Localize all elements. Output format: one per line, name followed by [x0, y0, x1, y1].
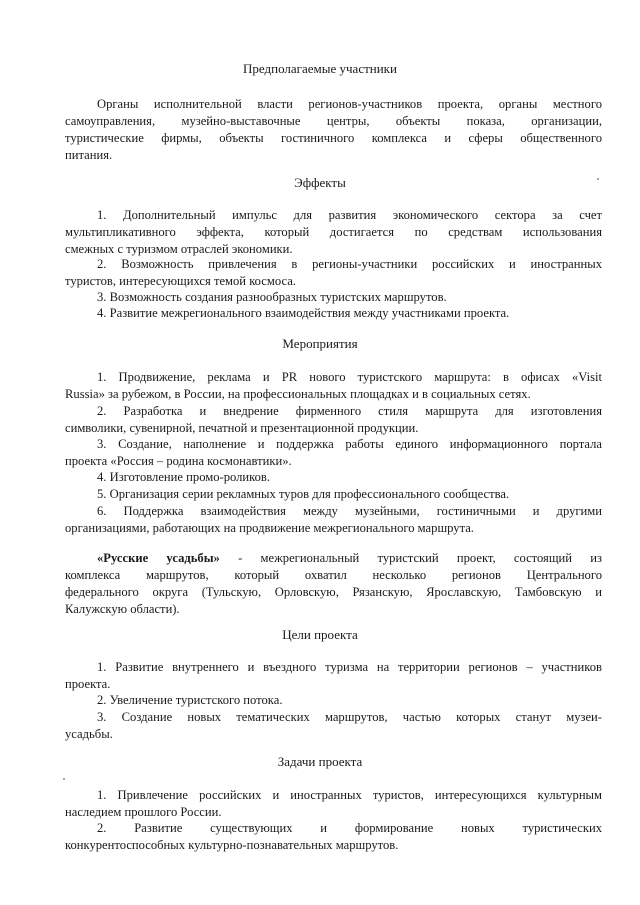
events-item-2: [65, 403, 602, 437]
participants-line: питания.: [65, 148, 113, 162]
list-item-text: мультипликативного эффекта, который достигается по средствам использования: [65, 225, 602, 239]
participants-paragraph: [65, 96, 602, 164]
list-item-text: 2. Увеличение туристского потока.: [97, 693, 283, 707]
list-item-text: 3. Создание новых тематических маршрутов, частью которых станут музеи-: [97, 710, 602, 724]
goals-heading: Цели проекта: [282, 627, 358, 642]
list-item-text: туристов, интересующихся темой космоса.: [65, 274, 296, 288]
list-item-text: 5. Организация серии рекламных туров для профессионального сообщества.: [97, 487, 510, 501]
list-item-text: 4. Изготовление промо-роликов.: [97, 470, 271, 484]
list-item-text: 1. Продвижение, реклама и PR нового туристского маршрута: в офисах «Visit: [97, 370, 602, 384]
tasks-item-1: [65, 787, 602, 821]
goals-item-1: [65, 659, 602, 693]
scan-speck: [63, 778, 65, 780]
list-item-text: 6. Поддержка взаимодействия между музейными, гостиничными и другими: [97, 504, 602, 518]
estates-first-rest: - межрегиональный туристский проект, состоящий из: [219, 551, 602, 565]
list-item-text: конкурентоспособных культурно-познавательных маршрутов.: [65, 838, 399, 852]
estates-project-name: «Русские усадьбы»: [97, 551, 220, 565]
list-item-text: смежных с туризмом отраслей экономики.: [65, 242, 293, 256]
tasks-item-2: [65, 820, 602, 854]
list-item-text: 3. Возможность создания разнообразных туристских маршрутов.: [97, 290, 447, 304]
list-item-text: организациями, работающих на продвижение межрегионального маршрута.: [65, 521, 474, 535]
estates-line: комплекса маршрутов, который охватил несколько регионов Центрального: [65, 568, 602, 582]
estates-paragraph: [65, 550, 602, 618]
list-item-text: проекта «Россия – родина космонавтики».: [65, 454, 292, 468]
list-item-text: 1. Дополнительный импульс для развития экономического сектора за счет: [97, 208, 602, 222]
effects-item-3: [65, 289, 602, 306]
list-item-text: 3. Создание, наполнение и поддержка работы единого информационного портала: [97, 437, 602, 451]
events-item-4: [65, 469, 602, 486]
list-item-text: Russia» за рубежом, в России, на профессиональных площадках и в социальных сетях.: [65, 387, 531, 401]
estates-first-line: [65, 550, 602, 567]
events-item-6: [65, 503, 602, 537]
list-item-text: наследием прошлого России.: [65, 805, 222, 819]
estates-line: Калужскую области).: [65, 602, 180, 616]
events-item-3: [65, 436, 602, 470]
effects-item-2: [65, 256, 602, 290]
participants-line: самоуправления, музейно-выставочные центры, объекты показа, организации,: [65, 114, 602, 128]
list-item-text: проекта.: [65, 677, 111, 691]
tasks-heading: Задачи проекта: [277, 754, 363, 769]
list-item-text: 4. Развитие межрегионального взаимодействия между участниками проекта.: [97, 306, 510, 320]
list-item-text: усадьбы.: [65, 727, 113, 741]
events-heading: Мероприятия: [282, 336, 358, 351]
effects-item-4: [65, 305, 602, 322]
participants-line: Органы исполнительной власти регионов-участников проекта, органы местного: [97, 97, 602, 111]
estates-line: федерального округа (Тульскую, Орловскую, Рязанскую, Ярославскую, Тамбовскую и: [65, 585, 602, 599]
effects-item-1: [65, 207, 602, 258]
list-item-text: 1. Привлечение российских и иностранных туристов, интересующихся культурным: [97, 788, 602, 802]
participants-line: туристические фирмы, объекты гостиничного комплекса и сферы общественного: [65, 131, 602, 145]
list-item-text: символики, сувенирной, печатной и презентационной продукции.: [65, 421, 419, 435]
list-item-text: 2. Возможность привлечения в регионы-участники российских и иностранных: [97, 257, 602, 271]
goals-item-3: [65, 709, 602, 743]
list-item-text: 1. Развитие внутреннего и въездного туризма на территории регионов – участников: [97, 660, 602, 674]
list-item-text: 2. Разработка и внедрение фирменного стиля маршрута для изготовления: [97, 404, 602, 418]
events-item-1: [65, 369, 602, 403]
scan-speck: [597, 178, 599, 180]
goals-item-2: [65, 692, 602, 709]
effects-heading: Эффекты: [294, 175, 346, 190]
list-item-text: 2. Развитие существующих и формирование новых туристических: [97, 821, 602, 835]
participants-heading: Предполагаемые участники: [243, 61, 397, 76]
events-item-5: [65, 486, 602, 503]
